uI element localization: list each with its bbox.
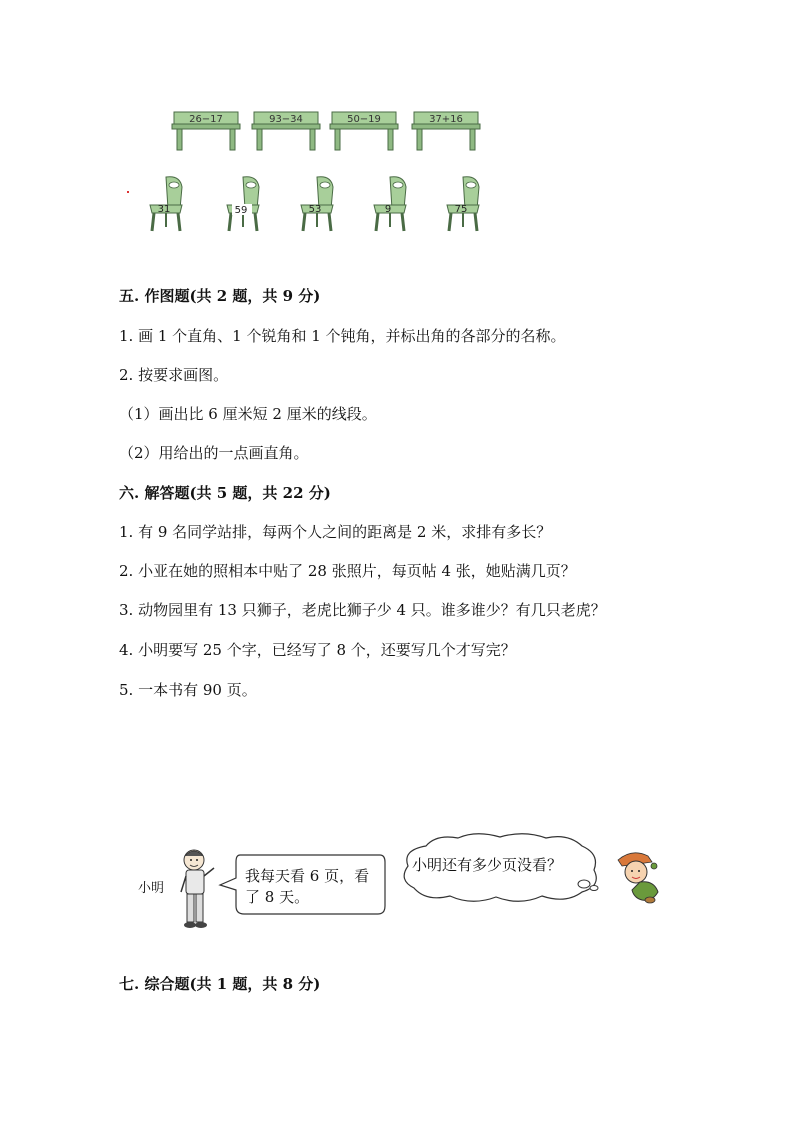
chair-label: 75: [454, 204, 468, 215]
chair-4: [370, 175, 414, 233]
section7-title: 七. 综合题(共 1 题，共 8 分): [119, 975, 321, 993]
chair-3: [297, 175, 341, 233]
thought-bubble-text: 小明还有多少页没看？: [412, 856, 563, 874]
girl-figure: [612, 848, 664, 904]
chair-label: 59: [234, 205, 248, 216]
chair-label: 53: [308, 204, 322, 215]
section6-q4: 4. 小明要写 25 个字，已经写了 8 个，还要写几个才写完？: [119, 641, 516, 659]
section6-q2: 2. 小亚在她的照相本中贴了 28 张照片，每页帖 4 张，她贴满几页？: [119, 562, 576, 580]
desk-label: 37+16: [429, 114, 463, 125]
section5-q2b: （2）用给出的一点画直角。: [119, 444, 309, 462]
section6-q3: 3. 动物园里有 13 只狮子，老虎比狮子少 4 只。谁多谁少？有几只老虎？: [119, 601, 606, 619]
boy-figure: [176, 846, 218, 930]
desk-3: [330, 110, 398, 152]
section5-q1: 1. 画 1 个直角、1 个锐角和 1 个钝角，并标出角的各部分的名称。: [119, 327, 566, 345]
chair-2: [223, 175, 267, 233]
section6-q5: 5. 一本书有 90 页。: [119, 681, 257, 699]
speaker-label: 小明: [138, 881, 165, 896]
desk-label: 93−34: [269, 114, 303, 125]
section5-title: 五. 作图题(共 2 题，共 9 分): [119, 287, 321, 305]
bubble1-line2: 了 8 天。: [245, 888, 310, 906]
desk-4: [412, 110, 480, 152]
chair-label: 9: [384, 204, 392, 215]
red-dot: [127, 191, 129, 193]
desk-label: 50−19: [347, 114, 381, 125]
section5-q2: 2. 按要求画图。: [119, 366, 229, 384]
section6-title: 六. 解答题(共 5 题，共 22 分): [119, 484, 331, 502]
desk-label: 26−17: [189, 114, 223, 125]
chair-1: [146, 175, 190, 233]
desk-2: [252, 110, 320, 152]
chair-label: 31: [157, 204, 171, 215]
desk-1: [172, 110, 240, 152]
bubble1-line1: 我每天看 6 页，看: [245, 867, 370, 885]
section6-q1: 1. 有 9 名同学站排，每两个人之间的距离是 2 米，求排有多长？: [119, 523, 552, 541]
chair-5: [443, 175, 487, 233]
section5-q2a: （1）画出比 6 厘米短 2 厘米的线段。: [119, 405, 377, 423]
